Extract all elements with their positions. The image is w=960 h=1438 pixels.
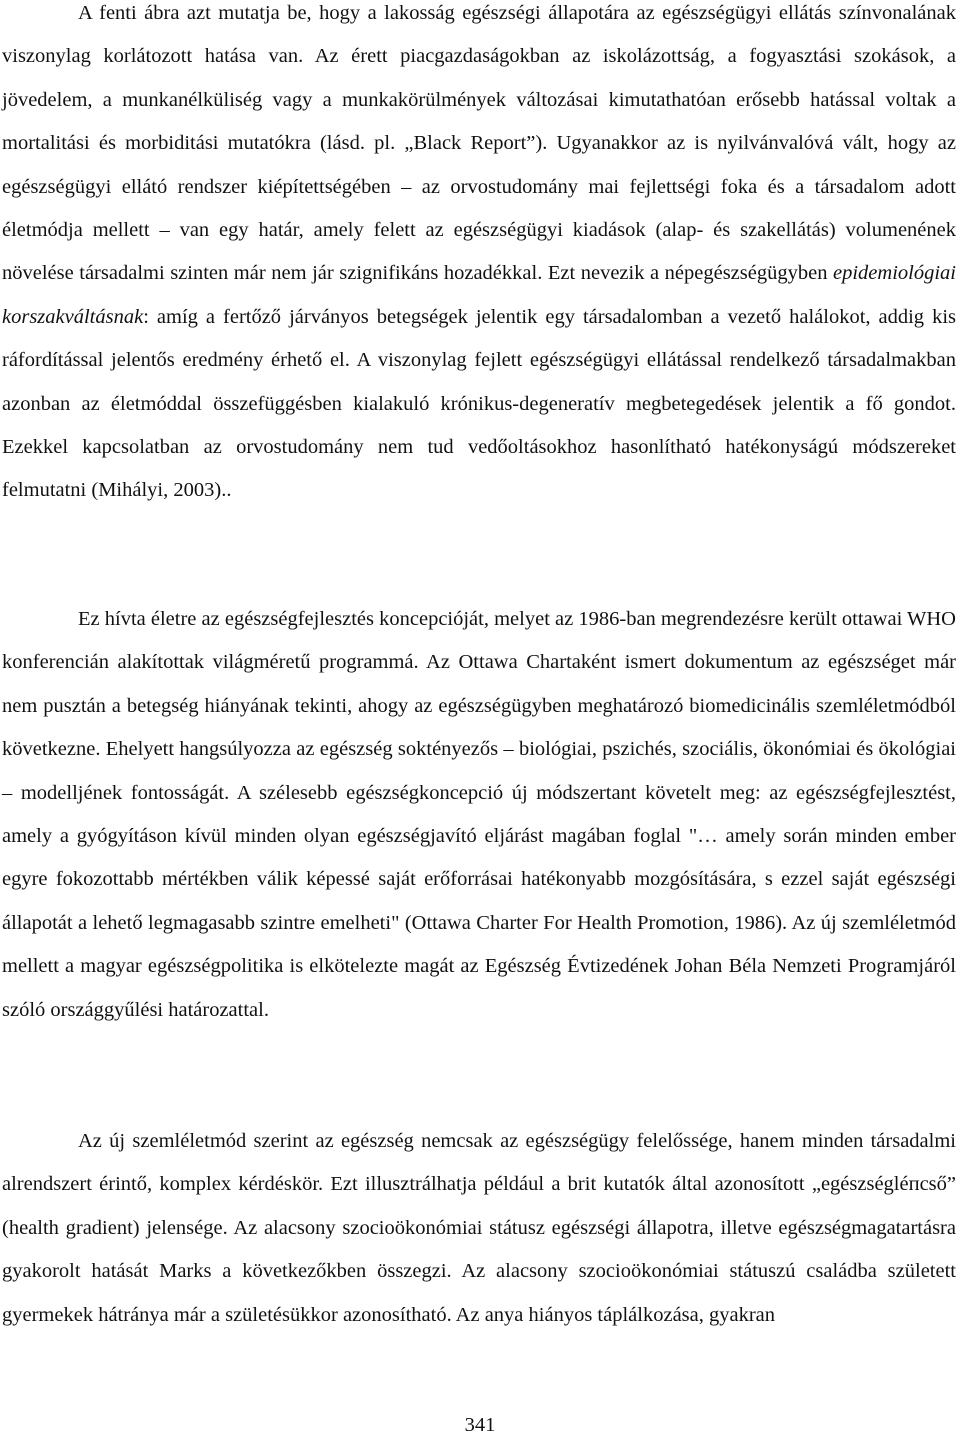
paragraph-1-emphasis: epidemiológiai korszakváltásnak	[2, 262, 956, 328]
page-number: 341	[464, 1414, 496, 1436]
paragraph-3	[2, 1120, 956, 1337]
paragraph-2	[2, 598, 956, 1032]
paragraph-1-text-b: : amíg a fertőző járványos betegségek jelentik egy társadalomban a vezető halálokot, addig kis ráfordítással jelentős eredmény érhető el. A viszonylag fejlett egészségügyi ellátással rendelkező társadalmakban azonban az életmóddal összefüggésben kialakuló krónikus-degeneratív megbetegedések jelentik a fő gondot. Ezekkel kapcsolatban az orvostudomány nem tud vedőoltásokhoz hasonlítható hatékonyságú módszereket felmutatni (Mihályi, 2003)..	[2, 305, 956, 502]
paragraph-3-text: Az új szemléletmód szerint az egészség nemcsak az egészségügy felelőssége, hanem minden társadalmi alrendszert érintő, komplex kérdéskör. Ezt illusztrálhatja például a brit kutatók által azonosított „egészségléпcső” (health gradient) jelensége. Az alacsony szocioökonómiai státusz egészségi állapotra, illetve egészségmagatartásra gyakorolt hatását Marks a következőkben összegzi. Az alacsony szocioökonómiai státuszú családba született gyermekek hátránya már a születésükkor azonosítható. Az anya hiányos táplálkozása, gyakran	[2, 1130, 956, 1326]
paragraph-1-text-a: A fenti ábra azt mutatja be, hogy a lakosság egészségi állapotára az egészségügyi ellátás színvonalának viszonylag korlátozott hatása van. Az érett piacgazdaságokban az iskolázottság, a fogyasztási szokások, a jövedelem, a munkanélküliség vagy a munkakörülmények változásai kimutathatóan erősebb hatással voltak a mortalitási és morbiditási mutatókra (lásd. pl. „Black Report”). Ugyanakkor az is nyilvánvalóvá vált, hogy az egészségügyi ellátó rendszer kiépítettségében – az orvostudomány mai fejlettségi foka és a társadalom adott életmódja mellett – van egy határ, amely felett az egészségügyi kiadások (alap- és szakellátás) volumenének növelése társadalmi szinten már nem jár szignifikáns hozadékkal. Ezt nevezik a népegészségügyben	[2, 2, 956, 285]
paragraph-2-text: Ez hívta életre az egészségfejlesztés koncepcióját, melyet az 1986-ban megrendezésre került ottawai WHO konferencián alakítottak világméretű programmá. Az Ottawa Chartaként ismert dokumentum az egészséget már nem pusztán a betegség hiányának tekinti, ahogy az egészségügyben meghatározó biomedicinális szemléletmódból következne. Ehelyett hangsúlyozza az egészség soktényezős – biológiai, pszichés, szociális, ökonómiai és ökológiai – modelljének fontosságát. A szélesebb egészségkoncepció új módszertant követelt meg: az egészségfejlesztést, amely a gyógyításon kívül minden olyan egészségjavító eljárást magában foglal "… amely során minden ember egyre fokozottabb mértékben válik képessé saját erőforrásai hatékonyabb mozgósítására, s ezzel saját egészségi állapotát a lehető legmagasabb szintre emelheti" (Ottawa Charter For Health Promotion, 1986). Az új szemléletmód mellett a magyar egészségpolitika is elkötelezte magát az Egészség Évtizedének Johan Béla Nemzeti Programjáról szóló országgyűlési határozattal.	[2, 608, 956, 1021]
paragraph-1	[2, 0, 956, 513]
